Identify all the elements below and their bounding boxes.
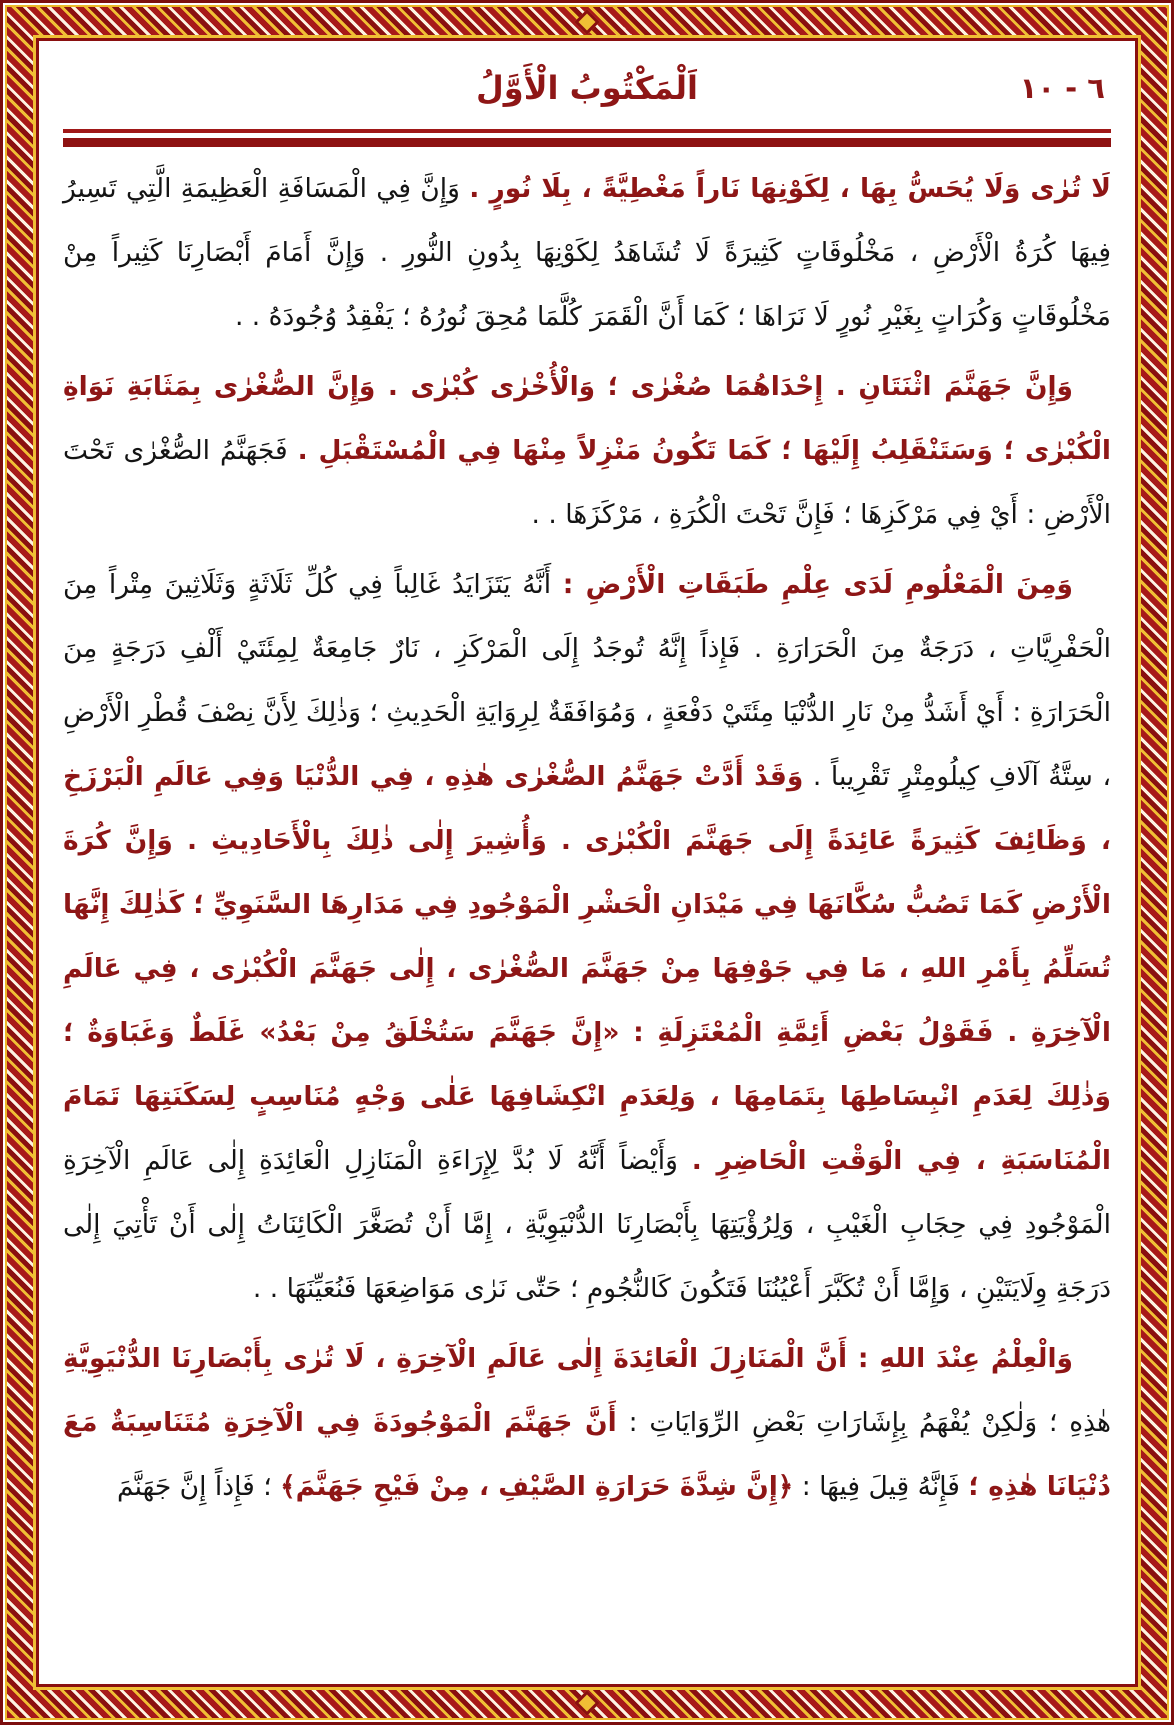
quote-segment: ﴿إِنَّ شِدَّةَ حَرَارَةِ الصَّيْفِ ، مِنْ فَيْحِ جَهَنَّمَ﴾ bbox=[280, 1471, 794, 1502]
text-segment-red: أَنَّ جَهَنَّمَ الْمَوْجُودَةَ فِي الْآخِرَةِ مُتَنَاسِبَةٌ مَعَ دُنْيَانَا هٰذِهِ ؛ bbox=[63, 1407, 1111, 1502]
paragraph-3 bbox=[63, 553, 1111, 1321]
text-segment-black: هٰذِهِ ؛ وَلٰكِنْ يُفْهَمُ بِإِشَارَاتِ بَعْضِ الرِّوَايَاتِ : bbox=[628, 1407, 1111, 1438]
text-segment-black: وَأَيْضاً أَنَّهُ لَا بُدَّ لِإِرَاءَةِ الْمَنَازِلِ الْعَائِدَةِ إِلٰى عَالَمِ الْآخِرَةِ الْمَوْجُودِ فِي حِجَابِ الْغَيْبِ ، وَلِرُؤْيَتِهَا بِأَبْصَارِنَا الدُّنْيَوِيَّةِ ، إِمَّا أَنْ تُصَغَّرَ الْكَائِنَاتُ إِلٰى أَنْ تَأْتِيَ إِلٰى دَرَجَةِ وِلَايَتَيْنِ ، وَإِمَّا أَنْ تُكَبَّرَ أَعْيُنُنَا فَتَكُونَ كَالنُّجُومِ ؛ حَتّٰى نَرٰى مَوَاضِعَهَا فَنُعَيِّنَهَا . . bbox=[63, 1145, 1111, 1304]
text-segment-red: وَمِنَ الْمَعْلُومِ لَدَى عِلْمِ طَبَقَاتِ الْأَرْضِ : bbox=[562, 569, 1073, 600]
header-divider bbox=[63, 129, 1111, 147]
page-header bbox=[63, 57, 1111, 119]
text-segment-red: وَالْعِلْمُ عِنْدَ اللهِ : أَنَّ الْمَنَازِلَ الْعَائِدَةَ إِلٰى عَالَمِ الْآخِرَةِ ، لَا تُرٰى بِأَبْصَارِنَا الدُّنْيَوِيَّةِ bbox=[63, 1343, 1073, 1374]
page-content bbox=[36, 38, 1138, 1687]
text-segment-red: وَقَدْ أَدَّتْ جَهَنَّمُ الصُّغْرٰى هٰذِهِ ، فِي الدُّنْيَا وَفِي عَالَمِ الْبَرْزَخِ ، وَظَائِفَ كَثِيرَةً عَائِدَةً إِلَى جَهَنَّمَ الْكُبْرٰى . وَأُشِيرَ إِلٰى ذٰلِكَ بِالْأَحَادِيثِ . وَإِنَّ كُرَةَ الْأَرْضِ كَمَا تَصُبُّ سُكَّانَهَا فِي مَيْدَانِ الْحَشْرِ الْمَوْجُودِ فِي مَدَارِهَا السَّنَوِيِّ ؛ كَذٰلِكَ إِنَّهَا تُسَلِّمُ بِأَمْرِ اللهِ ، مَا فِي جَوْفِهَا مِنْ جَهَنَّمَ الصُّغْرٰى ، إِلٰى جَهَنَّمَ الْكُبْرٰى ، فِي عَالَمِ الْآخِرَةِ . فَقَوْلُ بَعْضِ أَئِمَّةِ الْمُعْتَزِلَةِ : «إِنَّ جَهَنَّمَ سَتُخْلَقُ مِنْ بَعْدُ» غَلَطٌ وَغَبَاوَةٌ ؛ وَذٰلِكَ لِعَدَمِ انْبِسَاطِهَا بِتَمَامِهَا ، وَلِعَدَمِ انْكِشَافِهَا عَلٰى وَجْهٍ مُنَاسِبٍ لِسَكَنَتِهَا تَمَامَ الْمُنَاسَبَةِ ، فِي الْوَقْتِ الْحَاضِرِ . bbox=[63, 761, 1111, 1176]
page-title: اَلْمَكْتُوبُ الْأَوَّلُ bbox=[476, 69, 698, 107]
text-segment-black: ؛ فَإِذاً إِنَّ جَهَنَّمَ bbox=[117, 1471, 272, 1502]
text-segment-red: وَإِنَّ جَهَنَّمَ اثْنَتَانِ . إِحْدَاهُمَا صُغْرٰى ؛ وَالْأُخْرٰى كُبْرٰى . وَإِنَّ الصُّغْرٰى بِمَثَابَةِ نَوَاةِ الْكُبْرٰى ؛ وَسَتَنْقَلِبُ إِلَيْهَا ؛ كَمَا تَكُونُ مَنْزِلاً مِنْهَا فِي الْمُسْتَقْبَلِ . bbox=[63, 371, 1111, 466]
paragraph-4 bbox=[63, 1327, 1111, 1519]
page-number: ١٠ - ٦ bbox=[1019, 71, 1105, 105]
body-text bbox=[63, 157, 1111, 1519]
divider-line-thin bbox=[63, 129, 1111, 133]
text-segment-black: وَإِنَّ فِي الْمَسَافَةِ الْعَظِيمَةِ الَّتِي تَسِيرُ فِيهَا كُرَةُ الْأَرْضِ ، مَخْلُوقَاتٍ كَثِيرَةً لَا تُشَاهَدُ لِكَوْنِهَا بِدُونِ النُّورِ . وَإِنَّ أَمَامَ أَبْصَارِنَا كَثِيراً مِنْ مَخْلُوقَاتٍ وَكُرَاتٍ بِغَيْرِ نُورٍ لَا نَرَاهَا ؛ كَمَا أَنَّ الْقَمَرَ كُلَّمَا مُحِقَ نُورُهُ ؛ يَفْقِدُ وُجُودَهُ . . bbox=[63, 173, 1111, 332]
decorative-border-band bbox=[5, 5, 1169, 1720]
divider-line-thick bbox=[63, 138, 1111, 147]
text-segment-black: فَجَهَنَّمُ الصُّغْرٰى تَحْتَ الْأَرْضِ : أَيْ فِي مَرْكَزِهَا ؛ فَإِنَّ تَحْتَ الْكُرَةِ ، مَرْكَزَهَا . . bbox=[63, 435, 1111, 530]
text-segment-black: فَإِنَّهُ قِيلَ فِيهَا : bbox=[801, 1471, 960, 1502]
paragraph-2 bbox=[63, 355, 1111, 547]
paragraph-1 bbox=[63, 157, 1111, 349]
text-segment-red: لَا تُرٰى وَلَا يُحَسُّ بِهَا ، لِكَوْنِهَا نَاراً مَغْطِيَّةً ، بِلَا نُورٍ . bbox=[469, 173, 1111, 204]
text-segment-black: أَنَّهُ يَتَزَايَدُ غَالِباً فِي كُلِّ ثَلَاثَةٍ وَثَلَاثِينَ مِتْراً مِنَ الْحَفْرِيَّاتِ ، دَرَجَةٌ مِنَ الْحَرَارَةِ . فَإِذاً إِنَّهُ تُوجَدُ إِلَى الْمَرْكَزِ ، نَارٌ جَامِعَةٌ لِمِئَتَيْ أَلْفِ دَرَجَةٍ مِنَ الْحَرَارَةِ : أَيْ أَشَدُّ مِنْ نَارِ الدُّنْيَا مِئَتَيْ دَفْعَةٍ ، وَمُوَافَقَةٌ لِرِوَايَةِ الْحَدِيثِ ؛ وَذٰلِكَ لِأَنَّ نِصْفَ قُطْرِ الْأَرْضِ ، سِتَّةُ آلَافِ كِيلُومِتْرٍ تَقْرِيباً . bbox=[63, 569, 1111, 792]
